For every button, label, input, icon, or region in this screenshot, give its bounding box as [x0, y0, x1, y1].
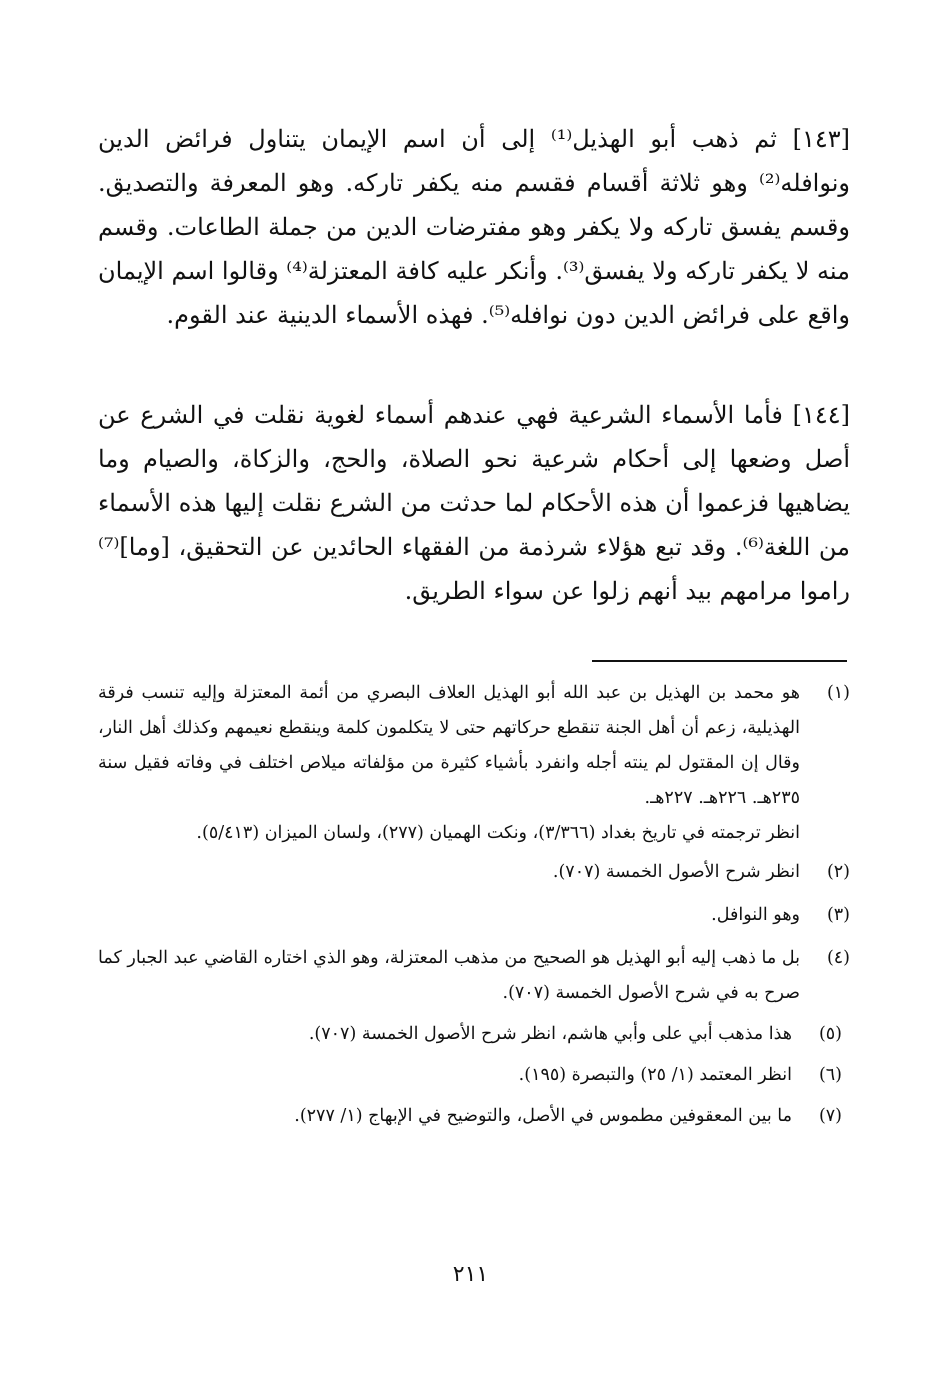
footnote-number: (٥)	[818, 1024, 842, 1044]
footnote-text: هو محمد بن الهذيل بن عبد الله أبو الهذيل العلاف البصري من أئمة المعتزلة وإليه تنسب فرقة الهذيلية، زعم أن أهل الجنة تنقطع حركاتهم حتى لا يتكلمون كلمة وينقطع نعيمهم وكذلك أهل النار، وقال إن المقتول لم ينته أجله وانفرد بأشياء كثيرة من مؤلفاته ميلاص اختلف في وفاته فقيل سنة ٢٣٥هـ. ٢٢٦هـ. ٢٢٧هـ.	[98, 683, 800, 808]
footnote-6	[98, 1058, 850, 1093]
footnote-text: وهو النوافل.	[711, 905, 800, 925]
footnote-text: بل ما ذهب إليه أبو الهذيل هو الصحيح من مذهب المعتزلة، وهو الذي اختاره القاضي عبد الجبار كما صرح به في شرح الأصول الخمسة (٧٠٧).	[98, 948, 800, 1003]
footnote-number: (١)	[826, 683, 850, 703]
footnote-number: (٧)	[818, 1106, 842, 1126]
footnote-separator	[592, 660, 847, 662]
footnote-number: (٦)	[818, 1065, 842, 1085]
footnotes	[98, 676, 850, 1134]
footnote-4	[98, 941, 850, 1011]
footnote-1	[98, 676, 850, 851]
footnote-text: هذا مذهب أبي على وأبي هاشم، انظر شرح الأصول الخمسة (٧٠٧).	[308, 1024, 792, 1044]
footnote-2	[98, 855, 850, 890]
footnote-text: انظر المعتمد (١/ ٢٥) والتبصرة (١٩٥).	[518, 1065, 792, 1085]
footnote-3	[98, 898, 850, 933]
footnote-extra: انظر ترجمته في تاريخ بغداد (٣/٣٦٦)، ونكت الهميان (٢٧٧)، ولسان الميزان (٥/٤١٣).	[196, 823, 800, 843]
paragraph-144: [١٤٤] فأما الأسماء الشرعية فهي عندهم أسماء لغوية نقلت في الشرع عن أصل وضعها إلى أحكام شرعية نحو الصلاة، والحج، والزكاة، والصيام وما يضاهيها فزعموا أن هذه الأحكام لما حدثت من الشرع نقلت إليها هذه الأسماء من اللغة⁽⁶⁾. وقد تبع هؤلاء شرذمة من الفقهاء الحائدين عن التحقيق، [وما]⁽⁷⁾ راموا مرامهم بيد أنهم زلوا عن سواء الطريق.	[98, 401, 851, 605]
footnote-5	[98, 1017, 850, 1052]
footnote-text: انظر شرح الأصول الخمسة (٧٠٧).	[552, 862, 800, 882]
footnote-text: ما بين المعقوفين مطموس في الأصل، والتوضيح في الإبهاج (١/ ٢٧٧).	[294, 1106, 792, 1126]
footnote-number: (٢)	[826, 862, 850, 882]
footnote-number: (٤)	[826, 948, 850, 968]
page-number: ٢١١	[452, 1262, 489, 1287]
paragraph-143: [١٤٣] ثم ذهب أبو الهذيل⁽¹⁾ إلى أن اسم الإيمان يتناول فرائض الدين ونوافله⁽²⁾ وهو ثلاثة أقسام فقسم منه يكفر تاركه. وهو المعرفة والتصديق. وقسم يفسق تاركه ولا يكفر وهو مفترضات الدين من جملة الطاعات. وقسم منه لا يكفر تاركه ولا يفسق⁽³⁾. وأنكر عليه كافة المعتزلة⁽⁴⁾ وقالوا اسم الإيمان واقع على فرائض الدين دون نوافله⁽⁵⁾. فهذه الأسماء الدينية عند القوم.	[98, 125, 850, 329]
footnote-number: (٣)	[826, 905, 850, 925]
footnote-7	[98, 1099, 850, 1134]
